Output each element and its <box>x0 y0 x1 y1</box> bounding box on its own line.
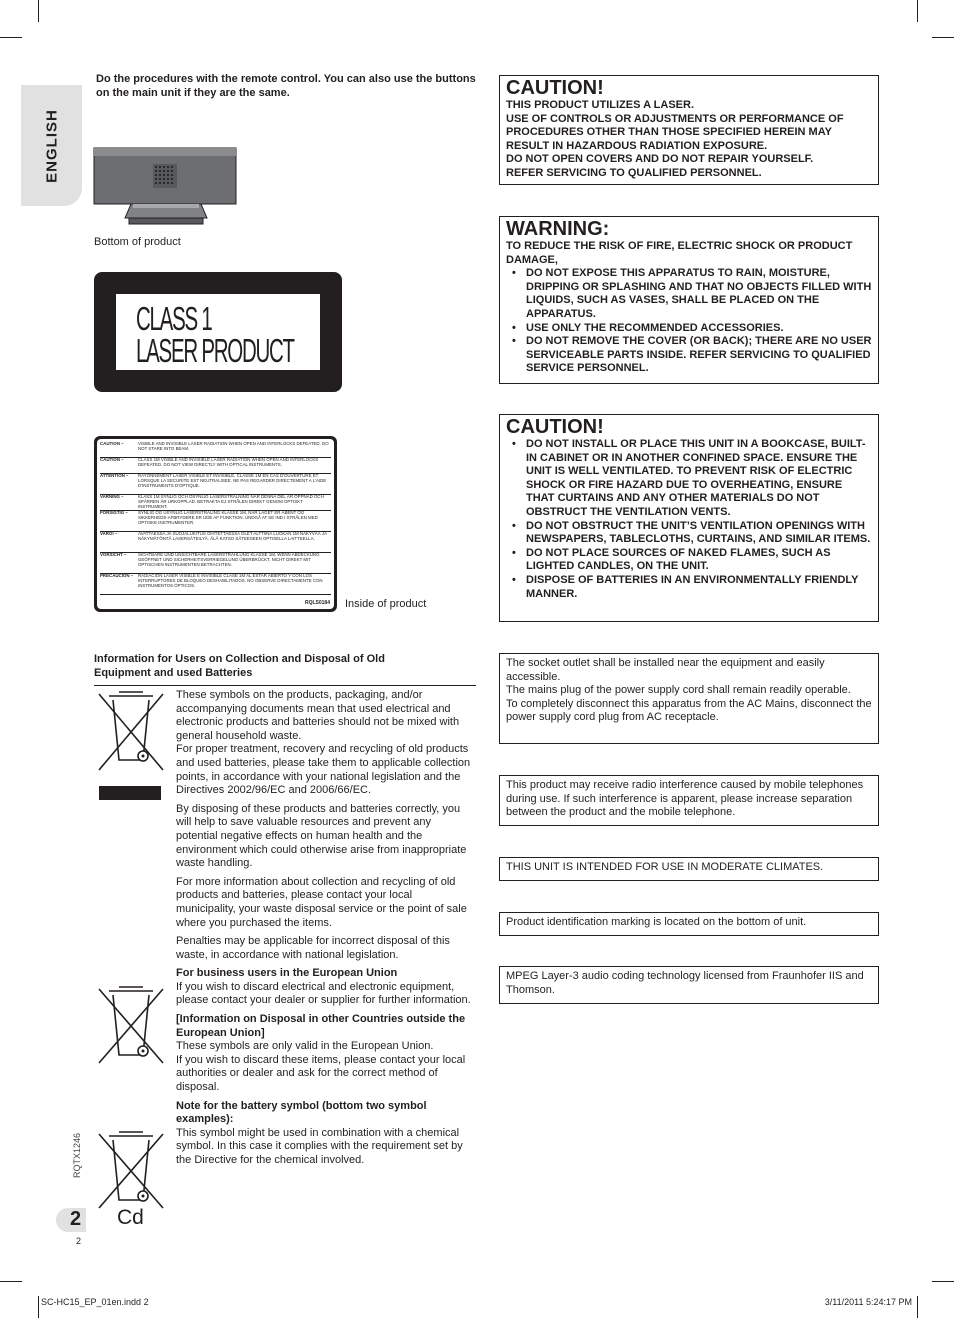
crop-mark <box>0 1281 22 1282</box>
battery-note-paragraph: This symbol might be used in combination with a chemical symbol. In this case it complies with the requirement set by the Directive for the chemical involved. <box>176 1126 463 1166</box>
crop-mark <box>917 1296 918 1318</box>
laser-label-inner <box>116 294 320 370</box>
label-row <box>100 494 331 511</box>
label-row-tag: VARO! – <box>100 531 118 536</box>
label-row-text: VISIBLE AND INVISIBLE LASER RADIATION WHEN OPEN AND INTERLOCKS DEFEATED. DO NOT STARE INTO BEAM. <box>138 441 329 451</box>
business-heading: For business users in the European Union <box>176 967 398 980</box>
warning-intro: TO REDUCE THE RISK OF FIRE, ELECTRIC SHOCK OR PRODUCT DAMAGE, <box>506 240 853 266</box>
identification-notice: Product identification marking is located on the bottom of unit. <box>499 912 879 936</box>
caution-install-title: CAUTION! <box>506 416 604 438</box>
radio-interference-notice: This product may receive radio interference caused by mobile telephones during use. If such interference is apparent, please increase separation between the product and the mobile telephone. <box>499 775 879 826</box>
laser-label-line2: LASER PRODUCT <box>136 332 294 369</box>
business-paragraph: If you wish to discard electrical and electronic equipment, please contact your dealer or supplier for further information. <box>176 980 471 1007</box>
disposal-paragraph: For more information about collection and recycling of old products and batteries, please contact your local municipality, your waste disposal service or the point of sale where you purchased the items. <box>176 875 467 929</box>
language-tab: ENGLISH <box>21 85 82 206</box>
caution-install-item: • DO NOT PLACE SOURCES OF NAKED FLAMES, SUCH AS LIGHTED CANDLES, ON THE UNIT. <box>506 547 872 574</box>
label-code: RQLS0184 <box>304 600 330 606</box>
label-row-text: AVATTAESSA JA SUOJALUKITUS OHITETTAESSA OLET ALTTIINA LUOKAN 1M NÄKYVÄÄ JA NÄKYMÄTÖNTÄ LASERSÄTEILYÄ. ÄLÄ KATSO SÄTEESEEN OPTISELLA LAITTEELLA. <box>138 531 327 541</box>
crop-mark <box>38 0 39 22</box>
battery-note-heading: Note for the battery symbol (bottom two symbol examples): <box>176 1099 427 1126</box>
disposal-body <box>176 689 471 1168</box>
label-row <box>100 457 331 474</box>
label-row-text: RAYONNEMENT LASER VISIBLE ET INVISIBLE, CLASSE 1M EN CAS D'OUVERTURE ET LORSQUE LA SECURITE EST NEUTRALISEE. NE PAS REGARDER DIRECTEMENT A L'AIDE D'INSTRUMENTS D'OPTIQUE. <box>138 473 327 488</box>
label-row <box>100 552 331 574</box>
label-row-text: RADIACIÓN LASER VISIBLE E INVISIBLE CLASE 1M AL ESTAR ABIERTO Y CON LOS INTERRUPTORES DE BLOQUEO DESHABILITADOS. NO OBSERVE DIRECTAMENTE CON INSTRUMENTOS ÓPTICOS. <box>138 573 323 588</box>
battery-bin-icon <box>93 1130 169 1210</box>
chemical-symbol: Cd <box>117 1206 144 1229</box>
caution-install-box <box>499 414 879 622</box>
label-row-tag: CAUTION – <box>100 441 124 446</box>
inside-caption: Inside of product <box>345 598 427 610</box>
warning-title: WARNING: <box>506 218 610 240</box>
footer-timestamp: 3/11/2011 5:24:17 PM <box>824 1297 912 1307</box>
mpeg-license-notice: MPEG Layer-3 audio coding technology licensed from Fraunhofer IIS and Thomson. <box>499 966 879 1004</box>
crop-mark <box>932 1281 954 1282</box>
page-number: 2 <box>70 1208 82 1230</box>
label-row-tag: VORSICHT – <box>100 552 127 557</box>
label-row-text: KLASS 1M SYNLIG OCH OSYNLIG LASERSTRÅLNING NÄR DENNA DEL ÄR ÖPPNAD OCH SPÄRREN ÄR URKOPPLAD. BETRAKTA EJ STRÅLEN DIREKT GENOM OPTISKT INSTRUMENT. <box>138 494 324 509</box>
label-row-tag: PRECAUCIÓN – <box>100 573 134 578</box>
caution-laser-title: CAUTION! <box>506 77 604 99</box>
label-row-text: CLASS 1M VISIBLE AND INVISIBLE LASER RADIATION WHEN OPEN AND INTERLOCKS DEFEATED. DO NOT VIEW DIRECTLY WITH OPTICAL INSTRUMENTS. <box>138 457 319 467</box>
other-countries-heading: [Information on Disposal in other Countries outside the European Union] <box>176 1013 466 1039</box>
disposal-heading: Information for Users on Collection and Disposal of Old Equipment and used Batteries <box>94 653 385 679</box>
climate-notice: THIS UNIT IS INTENDED FOR USE IN MODERATE CLIMATES. <box>499 857 879 881</box>
footer-filename: SC-HC15_EP_01en.indd 2 <box>41 1297 149 1307</box>
label-row-tag: CAUTION – <box>100 457 124 462</box>
label-row-tag: FORSIGTIG – <box>100 510 128 515</box>
crop-mark <box>38 1296 39 1318</box>
label-row <box>100 531 331 553</box>
caution-laser-box <box>499 75 879 185</box>
disposal-paragraph: These symbols on the products, packaging, and/or accompanying documents mean that used electrical and electronic products and batteries should not be mixed with general household waste. For proper treatment, recovery and recycling of old products and used batteries, please take them to applicable collection points, in accordance with your national legislation and the Directives 2002/96/EC and 2006/66/EC. <box>176 689 471 797</box>
socket-notice: The socket outlet shall be installed near the equipment and easily accessible. The mains plug of the power supply cord shall remain readily operable. To completely disconnect this apparatus from the AC Mains, disconnect the power supply cord plug from AC receptacle. <box>499 653 879 744</box>
label-row <box>100 473 331 495</box>
intro-note: Do the procedures with the remote control. You can also use the buttons on the main unit if they are the same. <box>96 73 476 99</box>
product-bottom-illustration <box>93 146 239 236</box>
label-row-text: SYNLIG OG USYNLIG LASERSTRÅLING KLASSE 1M, NÅR LÅGET ER ÅBENT OG SIKKERHEDS-AFBRYDERE ER UDE AF FUNKTION. UNDGÅ AT SE IND I STRÅLEN MED OPTISKE INSTRUMENTER. <box>138 510 318 525</box>
disposal-paragraph: By disposing of these products and batteries correctly, you will help to save valuable resources and prevent any potential negative effects on human health and the environment which could otherwise arise from inappropriate waste handling. <box>176 802 467 870</box>
warning-item: • DO NOT REMOVE THE COVER (OR BACK); THERE ARE NO USER SERVICEABLE PARTS INSIDE. REFER SERVICING TO QUALIFIED SERVICE PERSONNEL. <box>506 335 872 376</box>
label-row-text: SICHTBARE UND UNSICHTBARE LASERSTRAHLUNG KLASSE 1M, WENN ABDECKUNG GEÖFFNET UND SICHERHEITSVERRIEGELUNG ÜBERBRÜCKT. NICHT DIREKT MIT OPTISCHEN INSTRUMENTEN BETRACHTEN. <box>138 552 320 567</box>
document-code: RQTX1246 <box>72 1132 82 1178</box>
label-row <box>100 441 331 458</box>
warning-list <box>506 267 872 376</box>
warning-item: • DO NOT EXPOSE THIS APPARATUS TO RAIN, MOISTURE, DRIPPING OR SPLASHING AND THAT NO OBJECTS FILLED WITH LIQUIDS, SUCH AS VASES, SHALL BE PLACED ON THE APPARATUS. <box>506 267 872 321</box>
label-row <box>100 510 331 532</box>
warning-box <box>499 216 879 384</box>
crop-mark <box>932 37 954 38</box>
warning-item: • USE ONLY THE RECOMMENDED ACCESSORIES. <box>506 322 872 336</box>
crop-mark <box>917 0 918 22</box>
caution-install-item: • DO NOT OBSTRUCT THE UNIT’S VENTILATION OPENINGS WITH NEWSPAPERS, TABLECLOTHS, CURTAINS, AND SIMILAR ITEMS. <box>506 520 872 547</box>
caution-laser-text: THIS PRODUCT UTILIZES A LASER. USE OF CONTROLS OR ADJUSTMENTS OR PERFORMANCE OF PROCEDURES OTHER THAN THOSE SPECIFIED HEREIN MAY RESULT IN HAZARDOUS RADIATION EXPOSURE. DO NOT OPEN COVERS AND DO NOT REPAIR YOURSELF. REFER SERVICING TO QUALIFIED PERSONNEL. <box>506 99 844 179</box>
crop-mark <box>0 37 22 38</box>
label-row <box>100 573 331 595</box>
caution-install-item: • DISPOSE OF BATTERIES IN AN ENVIRONMENTALLY FRIENDLY MANNER. <box>506 574 872 601</box>
wheelie-bin-icon <box>93 985 169 1065</box>
page-number-small: 2 <box>76 1236 82 1246</box>
disposal-paragraph: Penalties may be applicable for incorrect disposal of this waste, in accordance with national legislation. <box>176 935 450 961</box>
caution-install-item: • DO NOT INSTALL OR PLACE THIS UNIT IN A BOOKCASE, BUILT-IN CABINET OR IN ANOTHER CONFINED SPACE. ENSURE THE UNIT IS WELL VENTILATED. TO PREVENT RISK OF ELECTRIC SHOCK OR FIRE HAZARD DUE TO OVERHEATING, ENSURE THAT CURTAINS AND ANY OTHER MATERIALS DO NOT OBSTRUCT THE VENTILATION VENTS. <box>506 438 872 520</box>
label-row-tag: VARNING – <box>100 494 124 499</box>
laser-label-line1: CLASS 1 <box>136 300 212 337</box>
divider <box>94 685 476 686</box>
label-row-tag: ATTENTION – <box>100 473 129 478</box>
caution-install-list <box>506 438 872 601</box>
inside-warning-label <box>94 436 337 612</box>
bottom-caption: Bottom of product <box>94 236 181 248</box>
class1-laser-label <box>94 272 342 392</box>
other-countries-paragraph: These symbols are only valid in the European Union. If you wish to discard these items, please contact your local authorities or dealer and ask for the correct method of disposal. <box>176 1040 466 1094</box>
wheelie-bin-icon <box>93 690 169 802</box>
